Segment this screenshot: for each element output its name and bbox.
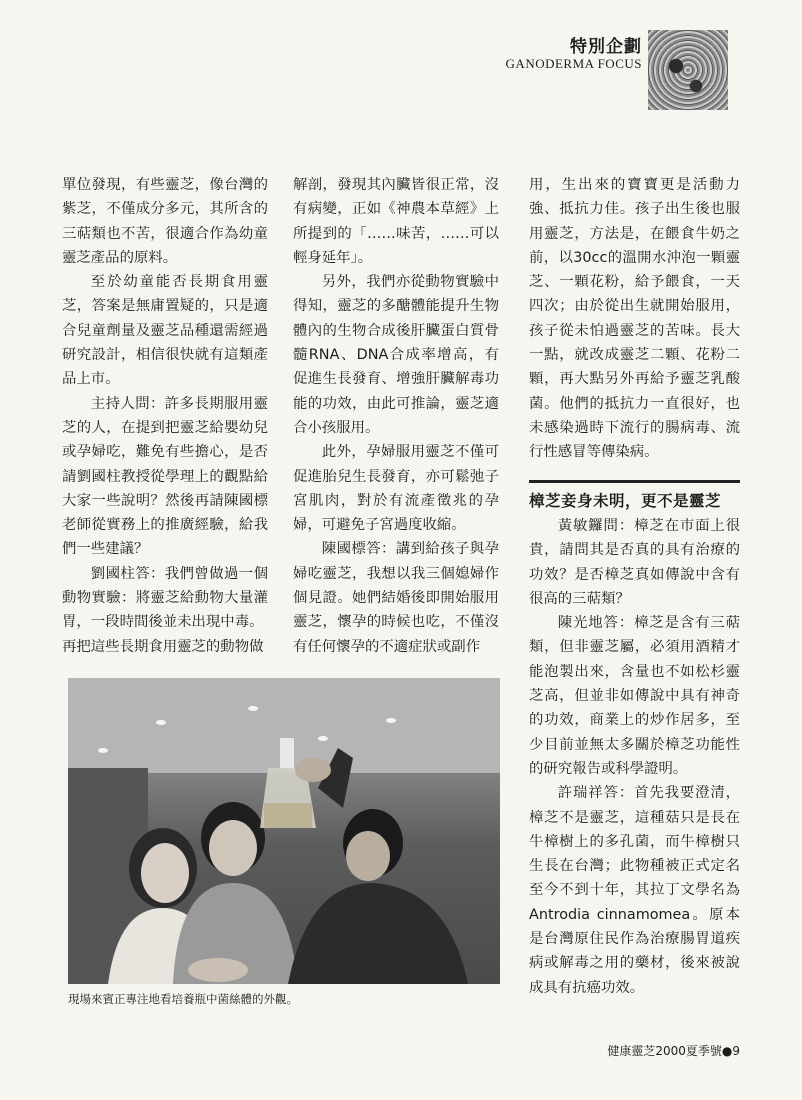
column-1 [62,173,268,659]
column-3-lower [529,514,740,1000]
paragraph: 單位發現，有些靈芝，像台灣的紫芝，不僅成分多元，其所含的三萜類也不苦，很適合作為幼童靈芝產品的原料。 [62,177,268,266]
page-footer: 健康靈芝2000夏季號●9 [607,1044,740,1058]
section-title: 特別企劃 [570,37,642,57]
paragraph: 主持人問：許多長期服用靈芝的人，在提到把靈芝給嬰幼兒或孕婦吃，難免有些擔心，是否請劉國柱教授從學理上的觀點給大家一些說明？然後再請陳國標老師從實務上的推廣經驗，給我們一些建議？ [62,395,268,558]
section-subtitle: GANODERMA FOCUS [505,56,642,71]
photo-caption: 現場來賓正專注地看培養瓶中菌絲體的外觀。 [68,992,298,1006]
paragraph: 用，生出來的寶寶更是活動力強、抵抗力佳。孩子出生後也服用靈芝，方法是，在餵食牛奶之前，以30cc的溫開水沖泡一顆靈芝、一顆花粉，給予餵食，一天四次；由於從出生就開始服用，孩子從未怕過靈芝的苦味。長大一點，就改成靈芝二顆、花粉二顆，再大點另外再給予靈芝乳酸菌。他們的抵抗力一直很好，也未感染過時下流行的腸病毒、流行性感冒等傳染病。 [529,177,740,461]
paragraph: 陳國標答：講到給孩子與孕婦吃靈芝，我想以我三個媳婦作個見證。她們結婚後即開始服用靈芝，懷孕的時候也吃，不僅沒有任何懷孕的不適症狀或副作 [293,541,499,655]
paragraph: 解剖，發現其內臟皆很正常，沒有病變，正如《神農本草經》上所提到的「……味苦，……可以輕身延年」。 [293,177,499,266]
ganoderma-thumbnail [648,30,728,110]
subheading: 樟芝妾身未明，更不是靈芝 [529,480,740,511]
paragraph: 黃敏鑼問：樟芝在市面上很貴，請問其是否真的具有治療的功效？是否樟芝真如傳說中含有很高的三萜類？ [529,518,740,607]
paragraph: 再把這些長期食用靈芝的動物做 [62,638,264,655]
paragraph: 劉國柱答：我們曾做過一個動物實驗：將靈芝給動物大量灌胃，一段時間後並未出現中毒。 [62,565,268,631]
event-photo [68,678,500,984]
column-2 [293,173,499,659]
paragraph: 許瑞祥答：首先我要澄清，樟芝不是靈芝，這種菇只是長在牛樟樹上的多孔菌，而牛樟樹只生長在台灣；此物種被正式定名至今不到十年，其拉丁文學名為Antrodia cinnamomea。原本是台灣原住民作為治療腸胃道疾病或解毒之用的藥材，後來被說成具有抗癌功效。 [529,785,740,996]
audience-silhouettes [68,678,500,984]
column-3 [529,173,740,465]
paragraph: 此外，孕婦服用靈芝不僅可促進胎兒生長發育，亦可鬆弛子宮肌肉，對於有流產徵兆的孕婦，可避免子宮過度收縮。 [293,444,499,534]
paragraph: 另外，我們亦從動物實驗中得知，靈芝的多醣體能提升生物體內的生物合成後肝臟蛋白質骨髓RNA、DNA合成率增高，有促進生長發育、增強肝臟解毒功能的功效，由此可推論，靈芝適合小孩服用。 [293,274,499,436]
paragraph: 至於幼童能否長期食用靈芝，答案是無庸置疑的，只是適合兒童劑量及靈芝品種還需經過研究設計，相信很快就有這類產品上市。 [62,274,268,388]
paragraph: 陳光地答：樟芝是含有三萜類，但非靈芝屬，必須用酒精才能泡製出來，含量也不如松杉靈芝高，但並非如傳說中具有神奇的功效，商業上的炒作居多，至少目前並無太多關於樟芝功能性的研究報告或科學證明。 [529,615,740,777]
